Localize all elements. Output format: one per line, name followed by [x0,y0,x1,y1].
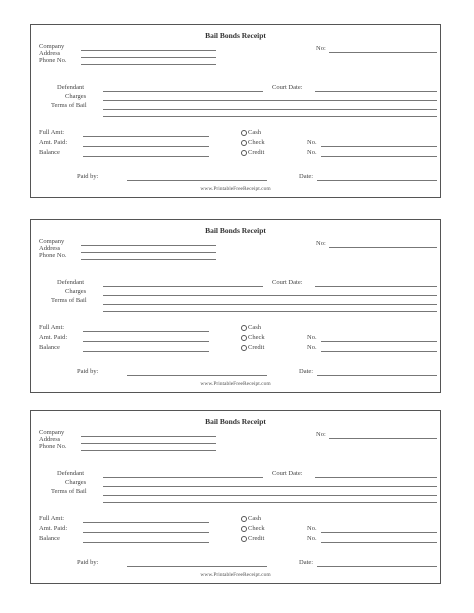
amount-paid-field[interactable] [83,146,209,147]
receipt-number-field[interactable] [329,247,437,248]
balance-field[interactable] [83,542,209,543]
defendant-label: Defendant [57,470,85,477]
paid-by-label: Paid by: [77,559,99,566]
credit-no-field[interactable] [321,156,437,157]
credit-no-label: No. [307,149,317,156]
amount-paid-label: Amt. Paid: [39,139,68,146]
phone-label: Phone No. [39,443,67,450]
receipt-number-field[interactable] [329,52,437,53]
date-label: Date: [299,368,314,375]
full-amount-field[interactable] [83,136,209,137]
paid-by-label: Paid by: [77,173,99,180]
paid-by-field[interactable] [127,375,267,376]
terms-field[interactable] [103,304,437,305]
charges-field[interactable] [103,295,437,296]
check-radio[interactable] [241,526,247,532]
credit-label: Credit [248,535,265,542]
phone-field[interactable] [81,64,216,65]
check-option[interactable] [241,334,265,341]
terms-field-2[interactable] [103,502,437,503]
address-field[interactable] [81,443,216,444]
amount-paid-field[interactable] [83,341,209,342]
court-date-label: Court Date: [272,279,303,286]
charges-label: Charges [65,288,87,295]
date-field[interactable] [317,180,437,181]
amount-paid-label: Amt. Paid: [39,334,68,341]
address-field[interactable] [81,57,216,58]
address-field[interactable] [81,252,216,253]
credit-option[interactable] [241,535,264,542]
date-field[interactable] [317,566,437,567]
check-no-label: No. [307,139,317,146]
check-no-label: No. [307,525,317,532]
receipt-2 [30,219,441,393]
check-option[interactable] [241,139,265,146]
court-date-label: Court Date: [272,470,303,477]
terms-label: Terms of Bail [51,488,87,495]
no-label: No: [316,431,326,438]
balance-label: Balance [39,149,60,156]
company-label: Company [39,429,65,436]
check-no-field[interactable] [321,341,437,342]
cash-option[interactable] [241,515,261,522]
defendant-field[interactable] [103,286,263,287]
cash-label: Cash [248,515,261,522]
company-field[interactable] [81,436,216,437]
credit-no-field[interactable] [321,351,437,352]
defendant-field[interactable] [103,91,263,92]
cash-option[interactable] [241,324,261,331]
court-date-field[interactable] [315,286,437,287]
date-label: Date: [299,559,314,566]
check-radio[interactable] [241,335,247,341]
date-label: Date: [299,173,314,180]
full-amount-label: Full Amt: [39,324,65,331]
check-no-label: No. [307,334,317,341]
address-label: Address [39,50,61,57]
credit-radio[interactable] [241,150,247,156]
charges-label: Charges [65,479,87,486]
court-date-label: Court Date: [272,84,303,91]
phone-label: Phone No. [39,252,67,259]
charges-field[interactable] [103,486,437,487]
credit-label: Credit [248,344,265,351]
defendant-label: Defendant [57,279,85,286]
balance-label: Balance [39,535,60,542]
terms-field[interactable] [103,495,437,496]
company-label: Company [39,43,65,50]
check-label: Check [248,334,265,341]
phone-field[interactable] [81,259,216,260]
date-field[interactable] [317,375,437,376]
cash-radio[interactable] [241,325,247,331]
terms-field-2[interactable] [103,116,437,117]
receipt-footer: www.PrintableFreeReceipt.com [200,381,271,387]
no-label: No: [316,45,326,52]
receipt-title: Bail Bonds Receipt [205,417,266,426]
cash-radio[interactable] [241,130,247,136]
check-label: Check [248,525,265,532]
terms-field[interactable] [103,109,437,110]
check-label: Check [248,139,265,146]
paid-by-field[interactable] [127,566,267,567]
amount-paid-label: Amt. Paid: [39,525,68,532]
amount-paid-field[interactable] [83,532,209,533]
cash-option[interactable] [241,129,261,136]
company-label: Company [39,238,65,245]
credit-no-label: No. [307,344,317,351]
receipt-footer: www.PrintableFreeReceipt.com [200,186,271,192]
no-label: No: [316,240,326,247]
defendant-label: Defendant [57,84,85,91]
check-option[interactable] [241,525,265,532]
balance-field[interactable] [83,156,209,157]
full-amount-field[interactable] [83,331,209,332]
receipt-1 [30,24,441,198]
credit-radio[interactable] [241,345,247,351]
cash-label: Cash [248,129,261,136]
phone-field[interactable] [81,450,216,451]
check-no-field[interactable] [321,532,437,533]
terms-label: Terms of Bail [51,102,87,109]
address-label: Address [39,245,61,252]
court-date-field[interactable] [315,91,437,92]
credit-option[interactable] [241,344,264,351]
terms-label: Terms of Bail [51,297,87,304]
credit-radio[interactable] [241,536,247,542]
company-field[interactable] [81,245,216,246]
credit-option[interactable] [241,149,264,156]
phone-label: Phone No. [39,57,67,64]
balance-label: Balance [39,344,60,351]
check-no-field[interactable] [321,146,437,147]
full-amount-field[interactable] [83,522,209,523]
balance-field[interactable] [83,351,209,352]
cash-radio[interactable] [241,516,247,522]
company-field[interactable] [81,50,216,51]
receipt-3 [30,410,441,584]
paid-by-field[interactable] [127,180,267,181]
credit-no-field[interactable] [321,542,437,543]
credit-no-label: No. [307,535,317,542]
full-amount-label: Full Amt: [39,515,65,522]
court-date-field[interactable] [315,477,437,478]
address-label: Address [39,436,61,443]
credit-label: Credit [248,149,265,156]
full-amount-label: Full Amt: [39,129,65,136]
receipt-title: Bail Bonds Receipt [205,31,266,40]
cash-label: Cash [248,324,261,331]
check-radio[interactable] [241,140,247,146]
charges-field[interactable] [103,100,437,101]
receipt-number-field[interactable] [329,438,437,439]
terms-field-2[interactable] [103,311,437,312]
receipt-footer: www.PrintableFreeReceipt.com [200,572,271,578]
charges-label: Charges [65,93,87,100]
defendant-field[interactable] [103,477,263,478]
receipt-title: Bail Bonds Receipt [205,226,266,235]
paid-by-label: Paid by: [77,368,99,375]
